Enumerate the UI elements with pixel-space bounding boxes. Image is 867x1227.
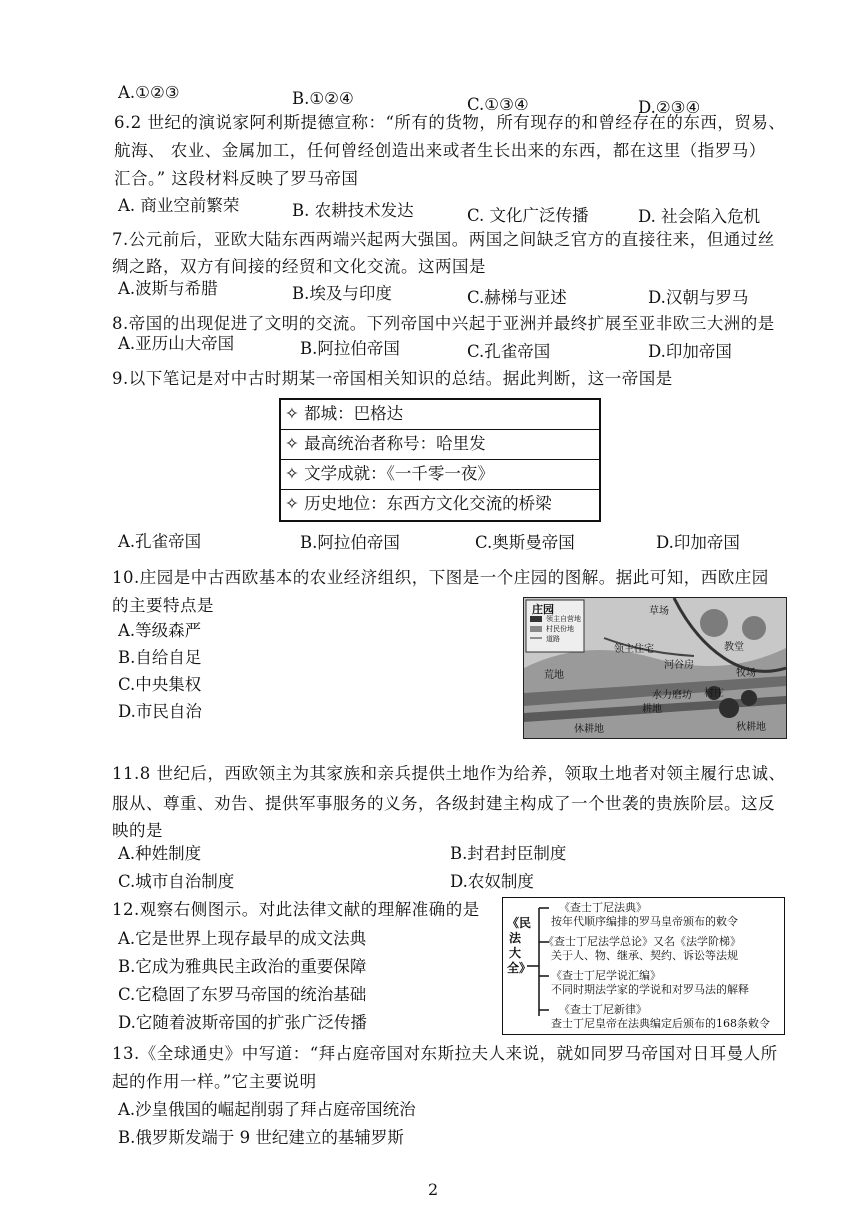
q10-stem-line2: 的主要特点是 [112,596,214,615]
law-item3-title: 《查士丁尼学说汇编》 [551,969,661,982]
manor-mill: 水力磨坊 [652,690,692,701]
q10-option-d: D.市民自治 [118,702,202,721]
q11-stem-line1: 11.8 世纪后，西欧领主为其家族和亲兵提供土地作为给养，领取土地者对领主履行忠诚、 [112,764,786,783]
q13-option-b: B.俄罗斯发端于 9 世纪建立的基辅罗斯 [118,1128,404,1147]
law-item1-desc: 按年代顺序编排的罗马皇帝颁布的敕令 [551,915,738,928]
manor-diagram [523,597,787,739]
manor-wasteland: 荒地 [544,670,564,681]
law-item4-title: 《查士丁尼新律》 [559,1003,647,1016]
manor-legend-demesne: 领主自营地 [546,615,581,623]
q9-stem: 9.以下笔记是对中古时期某一帝国相关知识的总结。据此判断，这一帝国是 [112,369,673,388]
civil-law-diagram [502,897,785,1035]
q7-option-c: C.赫梯与亚述 [467,288,567,307]
page-number: 2 [428,1180,439,1199]
q11-option-c: C.城市自治制度 [118,872,235,891]
q9-option-c: C.奥斯曼帝国 [475,533,575,552]
q9-notes-box [279,398,601,522]
manor-pasture: 牧场 [736,668,756,679]
manor-autumn-field: 秋耕地 [736,722,766,733]
civil-law-root: 《民法大全》 [507,916,532,975]
q9-note-literature: ✧ 文学成就：《一千零一夜》 [285,464,494,483]
law-item3-desc: 不同时期法学家的学说和对罗马法的解释 [551,983,749,996]
q9-option-a: A.孔雀帝国 [118,532,202,551]
q5-option-c: C.①③④ [467,95,529,114]
q6-stem-line3: 汇合。” 这段材料反映了罗马帝国 [114,169,359,188]
q7-option-b: B.埃及与印度 [292,284,392,303]
manor-fallow: 休耕地 [574,724,604,735]
q7-option-d: D.汉朝与罗马 [648,288,749,307]
q9-option-b: B.阿拉伯帝国 [300,533,400,552]
q13-stem-line2: 起的作用一样。”它主要说明 [112,1072,317,1091]
law-item4-desc: 查士丁尼皇帝在法典编定后颁布的168条敕令 [551,1017,770,1030]
q11-option-d: D.农奴制度 [450,872,534,891]
q8-option-c: C.孔雀帝国 [467,342,551,361]
manor-farmland: 耕地 [642,704,662,715]
q5-option-d: D.②③④ [638,98,701,117]
manor-title: 庄园 [532,603,554,616]
q6-option-d: D. 社会陷入危机 [638,207,761,226]
q7-stem-line1: 7.公元前后，亚欧大陆东西两端兴起两大强国。两国之间缺乏官方的直接往来，但通过丝 [112,230,775,249]
q8-stem: 8.帝国的出现促进了文明的交流。下列帝国中兴起于亚洲并最终扩展至亚非欧三大洲的是 [112,314,775,333]
manor-legend-road: 道路 [546,635,560,643]
q13-option-a: A.沙皇俄国的崛起削弱了拜占庭帝国统治 [118,1100,416,1119]
q11-option-a: A.种姓制度 [118,844,202,863]
q6-stem-line2: 航海、 农业、金属加工，任何曾经创造出来或者生长出来的东西，都在这里（指罗马） [114,141,766,160]
q12-stem: 12.观察右侧图示。对此法律文献的理解准确的是 [112,900,480,919]
manor-legend-holdings: 村民份地 [546,625,574,633]
q11-stem-line3: 映的是 [112,821,163,840]
q6-option-c: C. 文化广泛传播 [467,206,589,225]
q7-stem-line2: 绸之路，双方有间接的经贸和文化交流。这两国是 [112,257,486,276]
manor-village: 村庄 [704,688,724,699]
q13-stem-line1: 13.《全球通史》中写道：“拜占庭帝国对东斯拉夫人来说，就如同罗马帝国对日耳曼人所 [112,1044,778,1063]
q11-option-b: B.封君封臣制度 [450,844,567,863]
q10-option-c: C.中央集权 [118,675,202,694]
manor-lord-house: 领主住宅 [614,644,654,655]
q9-note-capital: ✧ 都城：巴格达 [285,404,404,423]
q8-option-b: B.阿拉伯帝国 [300,339,400,358]
q9-note-ruler-title: ✧ 最高统治者称号：哈里发 [285,434,486,453]
q10-option-a: A.等级森严 [118,621,202,640]
q12-option-b: B.它成为雅典民主政治的重要保障 [118,957,367,976]
law-item2-desc: 关于人、物、继承、契约、诉讼等法规 [551,949,738,962]
manor-meadow: 草场 [649,606,669,617]
manor-river-house: 河谷房 [664,660,694,671]
q5-option-a: A.①②③ [118,83,180,102]
law-item1-title: 《查士丁尼法典》 [559,901,647,914]
q12-option-d: D.它随着波斯帝国的扩张广泛传播 [118,1013,367,1032]
q8-option-d: D.印加帝国 [648,342,732,361]
q6-option-a: A. 商业空前繁荣 [118,196,240,215]
q12-option-a: A.它是世界上现存最早的成文法典 [118,929,367,948]
q9-option-d: D.印加帝国 [656,533,740,552]
law-item2-title: 《查士丁尼法学总论》又名《法学阶梯》 [543,935,741,948]
q10-stem-line1: 10.庄园是中古西欧基本的农业经济组织，下图是一个庄园的图解。据此可知，西欧庄园 [112,568,769,587]
q6-stem-line1: 6.2 世纪的演说家阿利斯提德宣称：“所有的货物，所有现存的和曾经存在的东西，贸易、 [114,113,786,132]
q12-option-c: C.它稳固了东罗马帝国的统治基础 [118,985,367,1004]
manor-church: 教堂 [724,642,744,653]
q5-option-b: B.①②④ [292,89,354,108]
q10-option-b: B.自给自足 [118,648,202,667]
q6-option-b: B. 农耕技术发达 [292,201,414,220]
q9-note-status: ✧ 历史地位：东西方文化交流的桥梁 [285,494,552,513]
q8-option-a: A.亚历山大帝国 [118,334,235,353]
q11-stem-line2: 服从、尊重、劝告、提供军事服务的义务，各级封建主构成了一个世袭的贵族阶层。这反 [112,794,775,813]
q7-option-a: A.波斯与希腊 [118,279,218,298]
